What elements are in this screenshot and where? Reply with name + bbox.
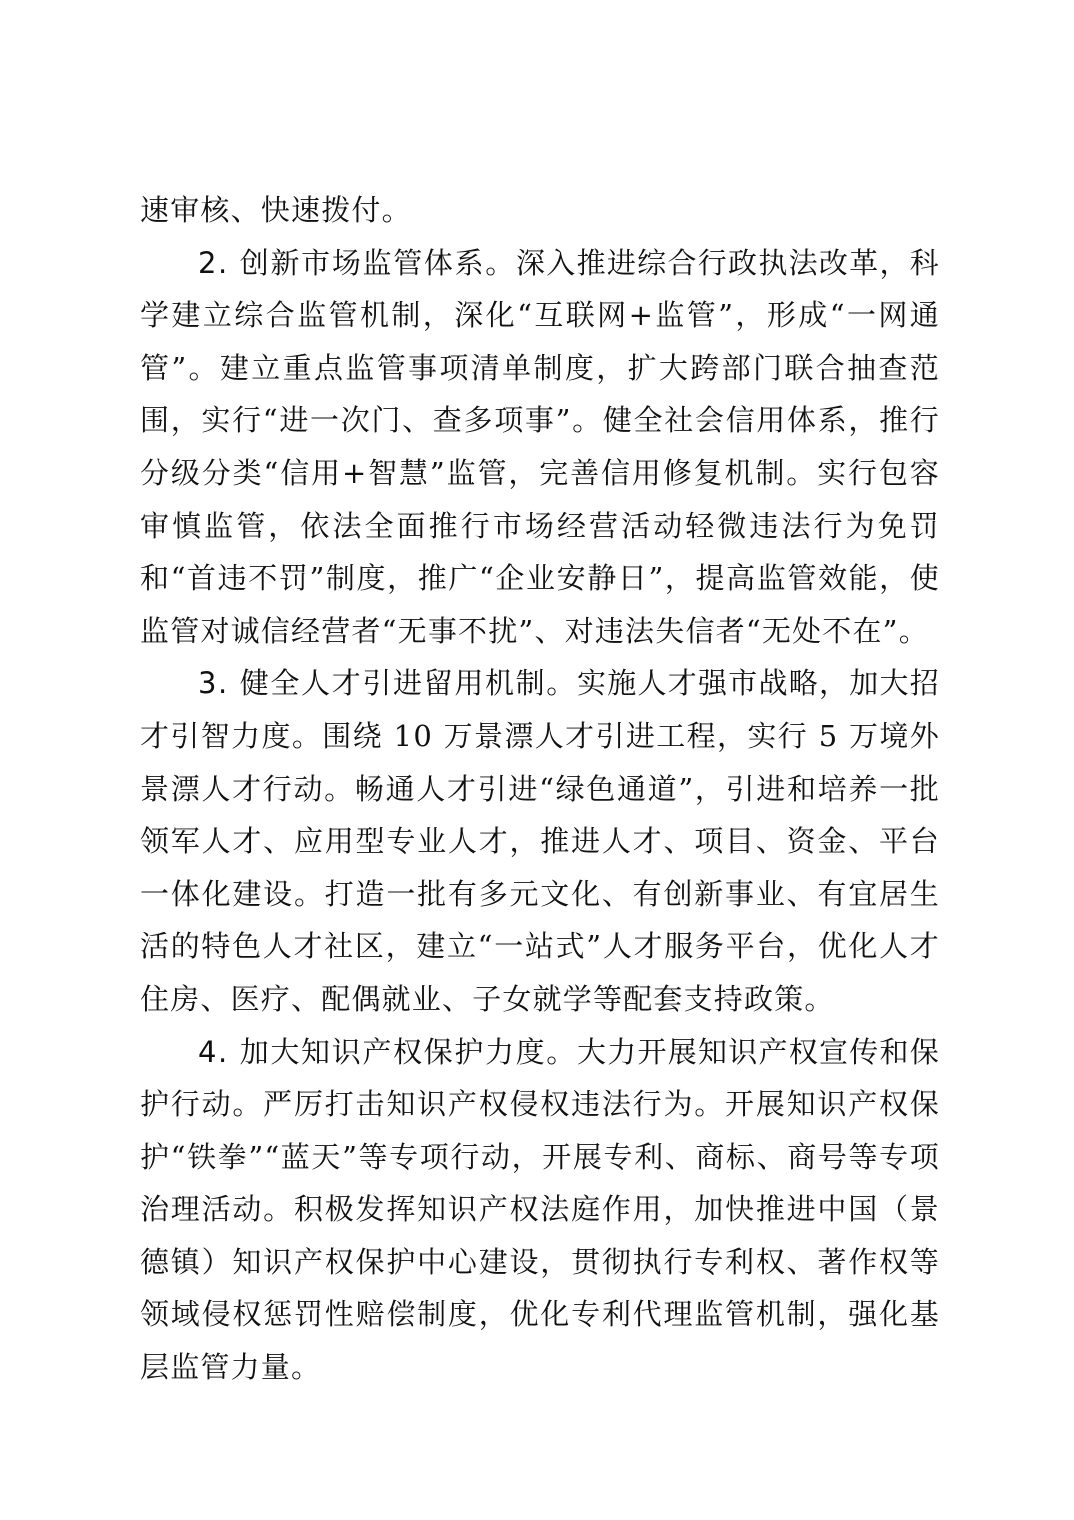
section-heading-3: 3. 健全人才引进留用机制。	[198, 666, 577, 701]
document-body	[140, 184, 940, 1394]
section-paragraph-4	[140, 1026, 940, 1394]
section-body-2: 深入推进综合行政执法改革，科学建立综合监管机制，深化“互联网+监管”，形成“一网通管”。建立重点监管事项清单制度，扩大跨部门联合抽查范围，实行“进一次门、查多项事”。健全社会信用体系，推行分级分类“信用+智慧”监管，完善信用修复机制。实行包容审慎监管，依法全面推行市场经营活动轻微违法行为免罚和“首违不罚”制度，推广“企业安静日”，提高监管效能，使监管对诚信经营者“无事不扰”、对违法失信者“无处不在”。	[140, 245, 940, 648]
section-paragraph-3	[140, 657, 940, 1025]
section-body-3: 实施人才强市战略，加大招才引智力度。围绕 10 万景漂人才引进工程，实行 5 万境外景漂人才行动。畅通人才引进“绿色通道”，引进和培养一批领军人才、应用型专业人才，推进人才、项目、资金、平台一体化建设。打造一批有多元文化、有创新事业、有宜居生活的特色人才社区，建立“一站式”人才服务平台，优化人才住房、医疗、配偶就业、子女就学等配套支持政策。	[140, 666, 940, 1016]
section-heading-2: 2. 创新市场监管体系。	[198, 245, 516, 280]
section-paragraph-2	[140, 237, 940, 658]
section-heading-4: 4. 加大知识产权保护力度。	[198, 1034, 577, 1069]
continuation-paragraph: 速审核、快速拨付。	[140, 193, 412, 227]
section-body-4: 大力开展知识产权宣传和保护行动。严厉打击知识产权侵权违法行为。开展知识产权保护“铁拳”“蓝天”等专项行动，开展专利、商标、商号等专项治理活动。积极发挥知识产权法庭作用，加快推进中国（景德镇）知识产权保护中心建设，贯彻执行专利权、著作权等领域侵权惩罚性赔偿制度，优化专利代理监管机制，强化基层监管力量。	[140, 1034, 940, 1385]
